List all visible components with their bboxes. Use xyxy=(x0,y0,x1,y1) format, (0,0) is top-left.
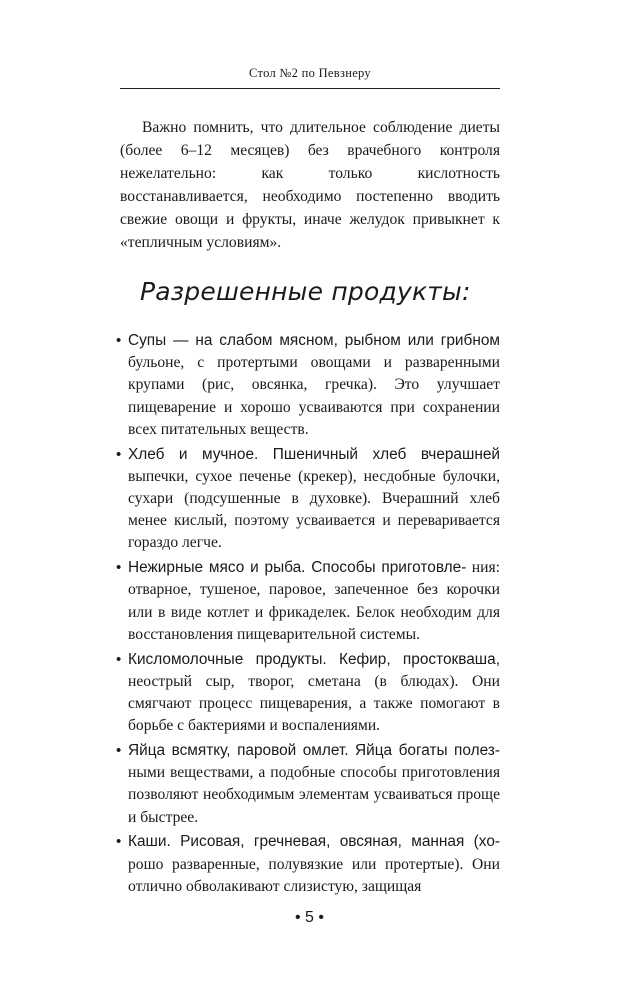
bullet-icon: • xyxy=(116,445,122,463)
bullet-icon: • xyxy=(116,332,122,349)
list-item xyxy=(116,557,500,646)
list-item-text: рошо разваренные, полувязкие или протертые). Они отлично обволакивают слизистую, защищая xyxy=(128,855,500,895)
list-item xyxy=(116,831,500,898)
page-number: • 5 • xyxy=(295,909,324,926)
section-title: Разрешенные продукты: xyxy=(140,277,471,306)
list-item xyxy=(116,330,500,441)
bullet-icon: • xyxy=(116,559,122,577)
bullet-icon: • xyxy=(116,833,122,851)
bullet-icon: • xyxy=(116,742,122,760)
list-item xyxy=(116,740,500,829)
header-divider xyxy=(120,88,500,89)
list-item-lead: Каши. Рисовая, гречневая, овсяная, манная (хо- xyxy=(128,833,500,851)
list-item-lead: Хлеб и мучное. Пшеничный хлеб вчерашней xyxy=(128,445,500,463)
list-item-text: ными веществами, а подобные способы приготовления позволяют необходимым элементам усваиваться проще и быстрее. xyxy=(128,764,500,826)
list-item-text: выпечки, сухое печенье (крекер), несдобные булочки, сухари (подсушенные в духовке). Вчерашний хлеб менее кислый, поэтому усваивается и переваривается гораздо легче. xyxy=(128,467,500,552)
bullet-icon: • xyxy=(116,650,122,668)
list-item xyxy=(116,649,500,738)
list-item-lead: Кисломолочные продукты. Кефир, простокваша, xyxy=(128,650,500,668)
list-item-text: неострый сыр, творог, сметана (в блюдах). Они смягчают процесс пищеварения, а также помогают в борьбе с бактериями и воспалениями. xyxy=(128,672,500,735)
list-item-lead: Супы — на слабом мясном, рыбном или грибном xyxy=(128,332,500,349)
list-item-text: бульоне, с протертыми овощами и разваренными крупами (рис, овсянка, гречка). Это улучшает пищеварение и хорошо усваиваются при сохранении всех питательных веществ. xyxy=(128,354,500,438)
intro-paragraph: Важно помнить, что длительное соблюдение диеты (более 6–12 месяцев) без врачебного контроля нежелательно: как только кислотность восстанавливается, необходимо постепенно вводить свежие овощи и фрукты, иначе желудок привыкнет к «тепличным условиям». xyxy=(120,119,500,251)
list-item-lead: Нежирные мясо и рыба. Способы приготовле- xyxy=(128,559,467,577)
list-item xyxy=(116,444,500,555)
list-item-lead: Яйца всмятку, паровой омлет. Яйца богаты полез- xyxy=(128,742,500,760)
running-header: Стол №2 по Певзнеру xyxy=(249,66,371,80)
list-item-text: ния: отварное, тушеное, паровое, запеченное без корочки или в виде котлет и фрикаделек. Белок необходим для восстановления пищеварительной системы. xyxy=(128,559,500,643)
allowed-products-list xyxy=(116,330,500,901)
